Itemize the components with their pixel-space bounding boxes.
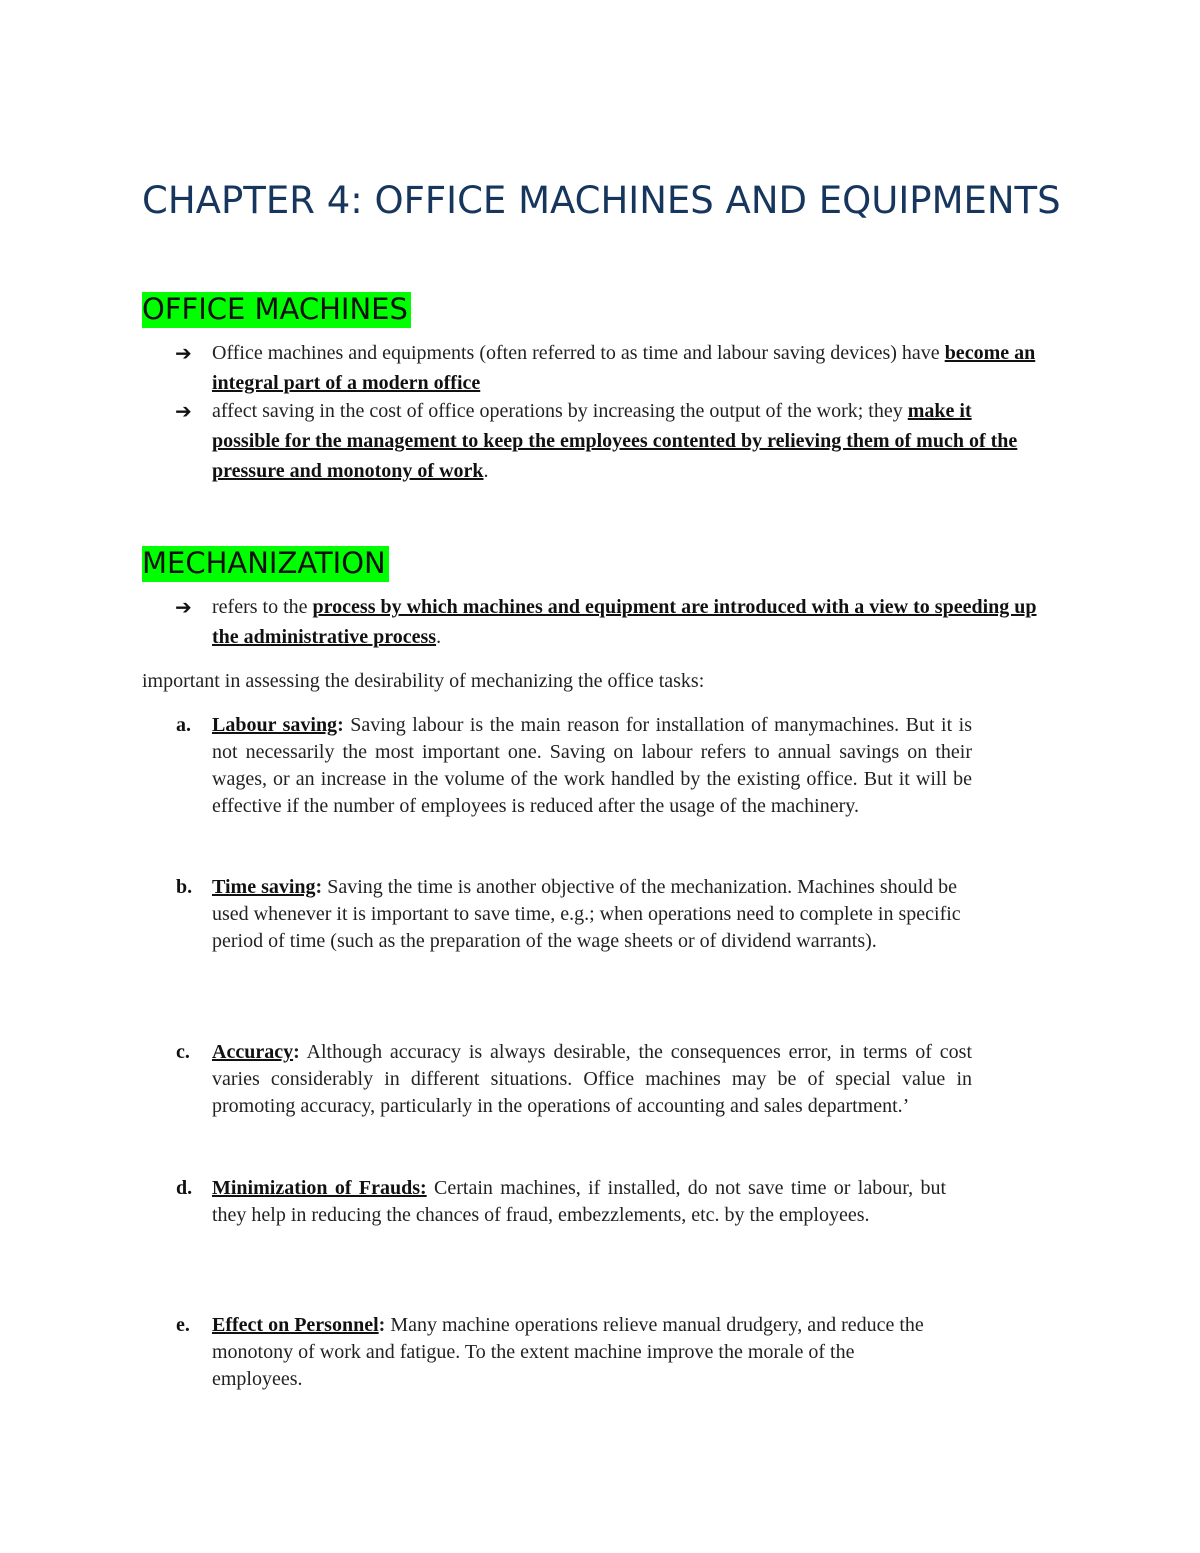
list-term: Accuracy [212,1041,294,1063]
list-item-effect-on-personnel [176,1312,936,1393]
list-letter: e. [176,1314,190,1336]
list-letter: d. [176,1177,193,1199]
heading-office-machines-text: OFFICE MACHINES [142,292,411,328]
list-letter: a. [176,714,191,736]
heading-office-machines [142,290,411,328]
heading-mechanization [142,544,389,582]
bullet-emphasis: make it possible for the management to keep the employees contented by relieving them of much of the pressure and monotony of work [212,400,1018,482]
bullet-office-machines-1 [175,338,1055,398]
bullet-text: refers to the process by which machines and equipment are introduced with a view to speeding up the administrative process. [212,596,1037,648]
arrow-right-icon: ➔ [175,341,192,365]
arrow-right-icon: ➔ [175,399,192,423]
list-term: Minimization of Frauds: [212,1177,427,1199]
list-body: Labour saving: Saving labour is the main reason for installation of manymachines. But it is not necessarily the most important one. Saving on labour refers to annual savings on their wages, or an increase in the volume of the work handled by the existing office. But it will be effective if the number of employees is reduced after the usage of the machinery. [212,714,972,817]
bullet-office-machines-2 [175,396,1035,486]
list-body: Time saving: Saving the time is another objective of the mechanization. Machines should be used whenever it is important to save time, e.g.; when operations need to complete in specific period of time (such as the preparation of the wage sheets or of dividend warrants). [212,876,961,952]
bullet-emphasis: process by which machines and equipment are introduced with a view to speeding up the administrative process [212,596,1037,648]
list-body: Effect on Personnel: Many machine operations relieve manual drudgery, and reduce the monotony of work and fatigue. To the extent machine improve the morale of the employees. [212,1314,924,1390]
intro-text: important in assessing the desirability of mechanizing the office tasks: [142,670,705,692]
list-item-accuracy [176,1039,972,1120]
bullet-mechanization-1 [175,592,1045,652]
list-term: Effect on Personnel [212,1314,379,1336]
bullet-text: Office machines and equipments (often referred to as time and labour saving devices) have become an integral part of a modern office [212,342,1036,394]
list-term: Labour saving [212,714,338,736]
list-item-labour-saving [176,712,972,820]
list-item-minimization-of-frauds [176,1175,946,1229]
arrow-right-icon: ➔ [175,595,192,619]
list-term: Time saving [212,876,316,898]
page-title: CHAPTER 4: OFFICE MACHINES AND EQUIPMENTS [142,179,1061,222]
list-body: Minimization of Frauds: Certain machines, if installed, do not save time or labour, but they help in reducing the chances of fraud, embezzlements, etc. by the employees. [212,1177,946,1226]
list-letter: b. [176,876,193,898]
bullet-emphasis: become an integral part of a modern office [212,342,1036,394]
list-letter: c. [176,1041,190,1063]
list-item-time-saving [176,874,966,955]
list-body: Accuracy: Although accuracy is always desirable, the consequences error, in terms of cost varies considerably in different situations. Office machines may be of special value in promoting accuracy, particularly in the operations of accounting and sales department.’ [212,1041,972,1117]
heading-mechanization-text: MECHANIZATION [142,546,389,582]
bullet-text: affect saving in the cost of office operations by increasing the output of the work; they make it possible for the management to keep the employees contented by relieving them of much of the pressure and monotony of work. [212,400,1018,482]
